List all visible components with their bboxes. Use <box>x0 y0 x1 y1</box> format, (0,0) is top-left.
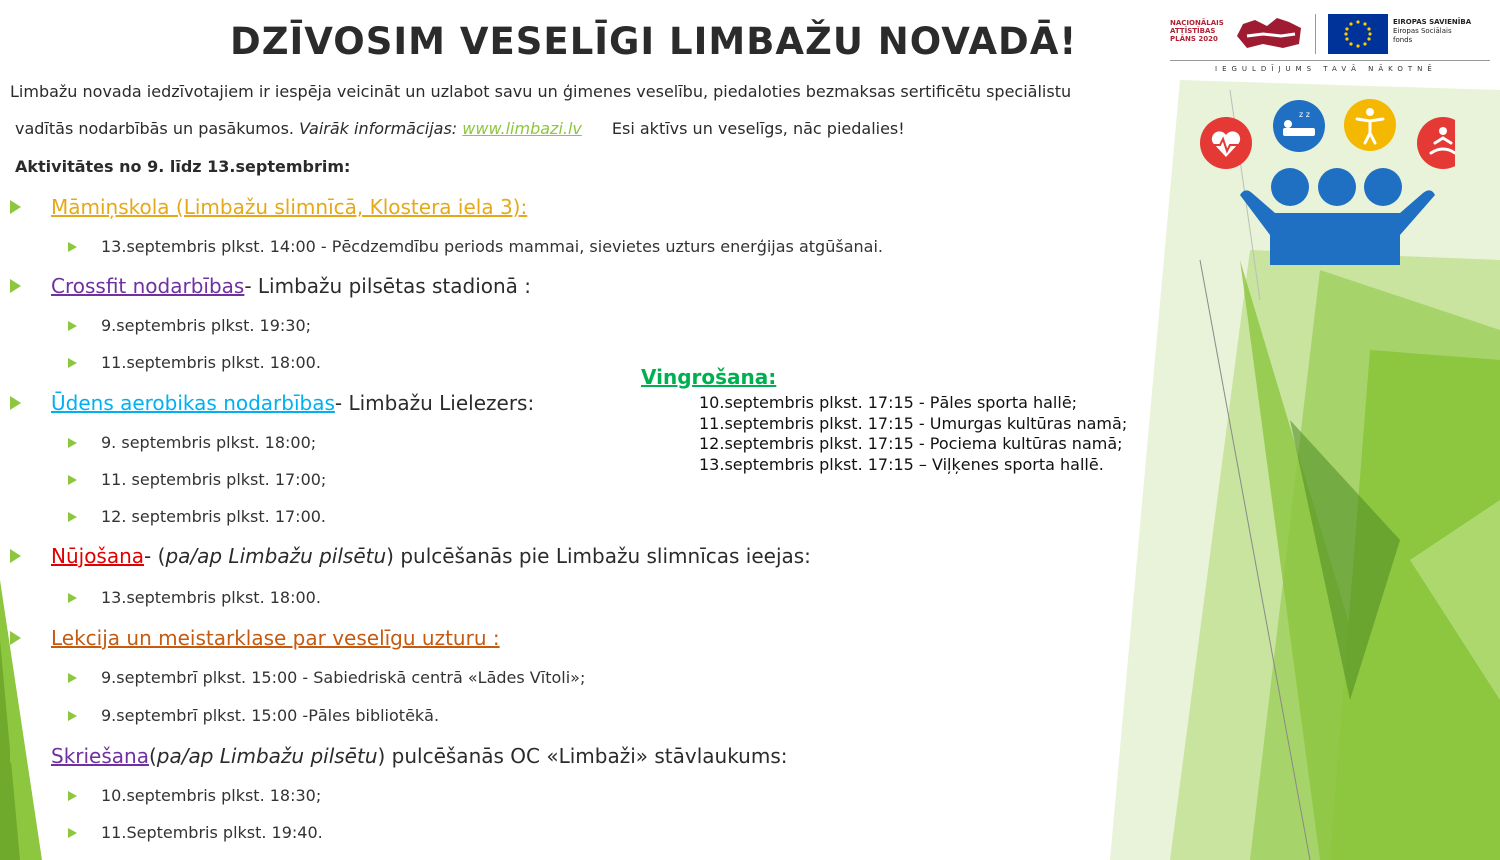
nap-line: ATTĪSTĪBAS <box>1170 27 1216 35</box>
schedule-text: 13.septembris plkst. 18:00. <box>101 588 321 607</box>
list-item <box>68 786 321 805</box>
health-icons-illustration <box>1195 95 1455 265</box>
schedule-text: 9.septembrī plkst. 15:00 - Sabiedriskā centrā «Lādes Vītoli»; <box>101 668 586 687</box>
bullet-icon <box>10 279 21 293</box>
crossfit-location: - Limbažu pilsētas stadionā : <box>244 274 532 298</box>
maminskola-heading: Māmiņskola (Limbažu slimnīcā, Klostera iela 3): <box>51 195 528 219</box>
logo-divider <box>1170 60 1490 61</box>
list-item <box>68 588 321 607</box>
heart-icon <box>1200 117 1252 169</box>
vingrosana-heading: Vingrošana: <box>641 365 777 389</box>
intro-line-1: Limbažu novada iedzīvotajiem ir iespēja veicināt un uzlabot savu un ģimenes veselību, piedaloties bezmaksas sertificētu speciālistu <box>10 82 1072 101</box>
section-udens-aerobika <box>10 391 534 415</box>
list-item: 13.septembris plkst. 17:15 – Viļķenes sporta hallē. <box>699 455 1104 475</box>
bullet-icon <box>68 711 77 721</box>
nap-line: NACIONĀLAIS <box>1170 19 1224 27</box>
bullet-icon <box>68 321 77 331</box>
eu-flag-icon <box>1328 14 1388 54</box>
schedule-text: 11. septembris plkst. 17:00; <box>101 470 327 489</box>
list-item <box>68 316 311 335</box>
schedule-text: 12. septembris plkst. 17:00. <box>101 507 327 526</box>
schedule-text: 11.septembris plkst. 18:00. <box>101 353 321 372</box>
eu-line: fonds <box>1393 36 1413 44</box>
intro-prefix: vadītās nodarbībās un pasākumos. <box>15 119 300 138</box>
section-skriesana <box>10 744 787 768</box>
intro-line-2 <box>15 119 905 138</box>
funding-logos <box>1165 10 1495 80</box>
bullet-icon <box>10 396 21 410</box>
bullet-icon <box>68 512 77 522</box>
schedule-text: 13.septembris plkst. 14:00 - Pēcdzemdību periods mammai, sievietes uzturs enerģijas atgūšanai. <box>101 237 883 256</box>
skriesana-meeting: ) pulcēšanās OC «Limbaži» stāvlaukums: <box>377 744 788 768</box>
schedule-text: 11.Septembris plkst. 19:40. <box>101 823 323 842</box>
bullet-icon <box>68 593 77 603</box>
list-item: 11.septembris plkst. 17:15 - Umurgas kultūras namā; <box>699 413 1128 433</box>
list-item: 10.septembris plkst. 17:15 - Pāles sporta hallē; <box>699 393 1078 412</box>
vingrosana-block <box>641 365 1127 476</box>
period-heading: Aktivitātes no 9. līdz 13.septembrim: <box>15 157 351 176</box>
sleep-icon <box>1273 100 1325 152</box>
intro-call-to-action: Esi aktīvs un veselīgs, nāc piedalies! <box>611 119 905 138</box>
list-item <box>68 507 326 526</box>
skriesana-text: ( <box>148 744 157 768</box>
bullet-icon <box>68 475 77 485</box>
udens-location: - Limbažu Lielezers: <box>334 391 535 415</box>
svg-text:z z: z z <box>1299 110 1310 119</box>
schedule-text: 9.septembrī plkst. 15:00 -Pāles bibliotēkā. <box>101 706 440 725</box>
lekcija-heading: Lekcija un meistarklase par veselīgu uzturu : <box>51 626 500 650</box>
schedule-text: 10.septembris plkst. 18:30; <box>101 786 322 805</box>
bullet-icon <box>68 673 77 683</box>
list-item <box>68 433 316 452</box>
eu-line: Eiropas Sociālais <box>1393 27 1452 35</box>
crossfit-heading: Crossfit nodarbības <box>51 274 245 298</box>
nujosana-text: - ( <box>144 544 166 568</box>
list-item <box>68 706 439 725</box>
bullet-icon <box>68 358 77 368</box>
skriesana-heading: Skriešana <box>51 744 149 768</box>
list-item <box>68 237 883 256</box>
section-maminskola <box>10 195 527 219</box>
section-lekcija <box>10 626 500 650</box>
bullet-icon <box>68 791 77 801</box>
schedule-text: 9.septembris plkst. 19:30; <box>101 316 312 335</box>
nujosana-route: pa/ap Limbažu pilsētu <box>165 544 387 568</box>
schedule-text: 9. septembris plkst. 18:00; <box>101 433 317 452</box>
fitness-person-icon <box>1344 99 1396 151</box>
nap-line: PLĀNS 2020 <box>1170 35 1218 43</box>
bullet-icon <box>68 242 77 252</box>
website-link[interactable]: www.limbazi.lv <box>462 119 582 138</box>
list-item <box>68 668 585 687</box>
nap-logo-text <box>1170 19 1224 43</box>
bullet-icon <box>10 200 21 214</box>
bullet-icon <box>10 549 21 563</box>
list-item <box>68 470 326 489</box>
list-item: 12.septembris plkst. 17:15 - Pociema kultūras namā; <box>699 434 1123 454</box>
section-nujosana <box>10 544 811 568</box>
bullet-icon <box>10 749 21 763</box>
bullet-icon <box>10 631 21 645</box>
skriesana-route: pa/ap Limbažu pilsētu <box>156 744 378 768</box>
meditation-icon <box>1417 117 1455 169</box>
section-crossfit <box>10 274 531 298</box>
logo-divider <box>1315 14 1316 54</box>
udens-heading: Ūdens aerobikas nodarbības <box>51 391 335 415</box>
nujosana-heading: Nūjošana <box>51 544 145 568</box>
bullet-icon <box>68 828 77 838</box>
list-item <box>68 353 321 372</box>
slogan: IEGULDĪJUMS TAVĀ NĀKOTNĒ <box>1215 65 1437 73</box>
latvia-map-icon <box>1233 14 1305 52</box>
intro-more-info: Vairāk informācijas: <box>299 119 463 138</box>
eu-logo-text <box>1393 18 1471 45</box>
page-title: DZĪVOSIM VESELĪGI LIMBAŽU NOVADĀ! <box>230 20 1078 63</box>
bullet-icon <box>68 438 77 448</box>
nujosana-meeting: ) pulcēšanās pie Limbažu slimnīcas ieejas: <box>386 544 811 568</box>
eu-title: EIROPAS SAVIENĪBA <box>1393 18 1472 26</box>
people-group-icon <box>1240 168 1435 265</box>
list-item <box>68 823 323 842</box>
